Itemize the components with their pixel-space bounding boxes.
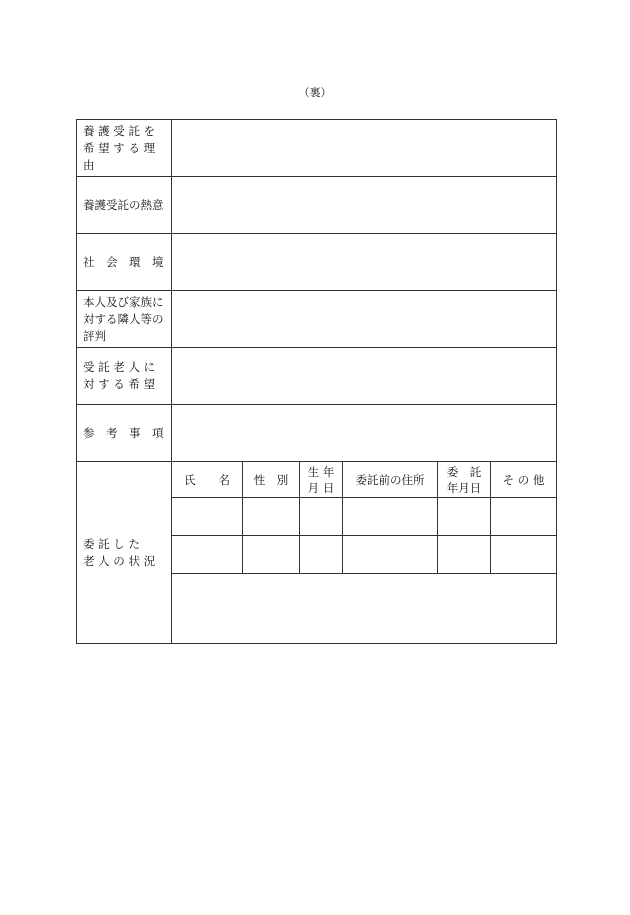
- entry-gender-cell[interactable]: [243, 536, 300, 574]
- reason-field[interactable]: [172, 120, 557, 177]
- reason-label-line1: 養 護 受 託 を: [83, 123, 156, 138]
- enthusiasm-field[interactable]: [172, 177, 557, 234]
- col-head-gender: [243, 462, 300, 498]
- entry-name-cell[interactable]: [172, 536, 243, 574]
- enthusiasm-label: [77, 177, 172, 234]
- entry-birth-cell[interactable]: [300, 498, 343, 536]
- environment-label-text: 社 会 環 境: [83, 254, 164, 269]
- col-head-entrust-line2: 年月日: [446, 480, 482, 495]
- form-table: [76, 119, 557, 644]
- col-head-gender-text: 性 別: [253, 472, 289, 487]
- row-reason: [77, 120, 557, 177]
- notes-label-text: 参 考 事 項: [83, 425, 164, 440]
- reason-label-line2: 希 望 す る 理 由: [83, 140, 156, 172]
- reputation-field[interactable]: [172, 291, 557, 348]
- row-notes: [77, 405, 557, 462]
- reputation-label: [77, 291, 172, 348]
- entry-entrust-date-cell[interactable]: [438, 498, 491, 536]
- status-label-line2: 老 人 の 状 況: [83, 553, 156, 568]
- reputation-label-line2: 対する隣人等の: [83, 311, 164, 326]
- status-label-line1: 委 託 し た: [83, 536, 140, 551]
- notes-label: [77, 405, 172, 462]
- entry-other-cell[interactable]: [491, 536, 557, 574]
- col-head-prev-address-text: 委託前の住所: [355, 472, 425, 487]
- row-enthusiasm: [77, 177, 557, 234]
- col-head-entrust-date: [438, 462, 491, 498]
- reputation-label-line1: 本人及び家族に: [83, 294, 164, 309]
- wishes-field[interactable]: [172, 348, 557, 405]
- status-remarks-field[interactable]: [172, 574, 557, 644]
- col-head-birth-line2: 月 日: [307, 480, 335, 495]
- entry-other-cell[interactable]: [491, 498, 557, 536]
- col-head-other: [491, 462, 557, 498]
- col-head-other-text: そ の 他: [502, 472, 545, 487]
- entry-entrust-date-cell[interactable]: [438, 536, 491, 574]
- row-wishes: [77, 348, 557, 405]
- wishes-label-line2: 対 す る 希 望: [83, 377, 156, 391]
- notes-field[interactable]: [172, 405, 557, 462]
- entry-prev-address-cell[interactable]: [343, 536, 438, 574]
- wishes-label: [77, 348, 172, 405]
- environment-field[interactable]: [172, 234, 557, 291]
- col-head-birth-line1: 生 年: [307, 464, 335, 479]
- col-head-birth: [300, 462, 343, 498]
- row-environment: [77, 234, 557, 291]
- status-header-row: [77, 462, 557, 498]
- entry-prev-address-cell[interactable]: [343, 498, 438, 536]
- col-head-name-text: 氏 名: [184, 472, 230, 487]
- entry-name-cell[interactable]: [172, 498, 243, 536]
- wishes-label-line1: 受 託 老 人 に: [83, 360, 156, 374]
- enthusiasm-label-text: 養護受託の熱意: [83, 197, 164, 212]
- col-head-name: [172, 462, 243, 498]
- reason-label: [77, 120, 172, 177]
- entry-gender-cell[interactable]: [243, 498, 300, 536]
- reputation-label-line3: 評判: [83, 328, 106, 343]
- entry-birth-cell[interactable]: [300, 536, 343, 574]
- environment-label: [77, 234, 172, 291]
- status-label: [77, 462, 172, 644]
- row-reputation: [77, 291, 557, 348]
- page-heading: （裏）: [298, 86, 332, 99]
- col-head-prev-address: [343, 462, 438, 498]
- col-head-entrust-line1: 委 託: [446, 464, 482, 479]
